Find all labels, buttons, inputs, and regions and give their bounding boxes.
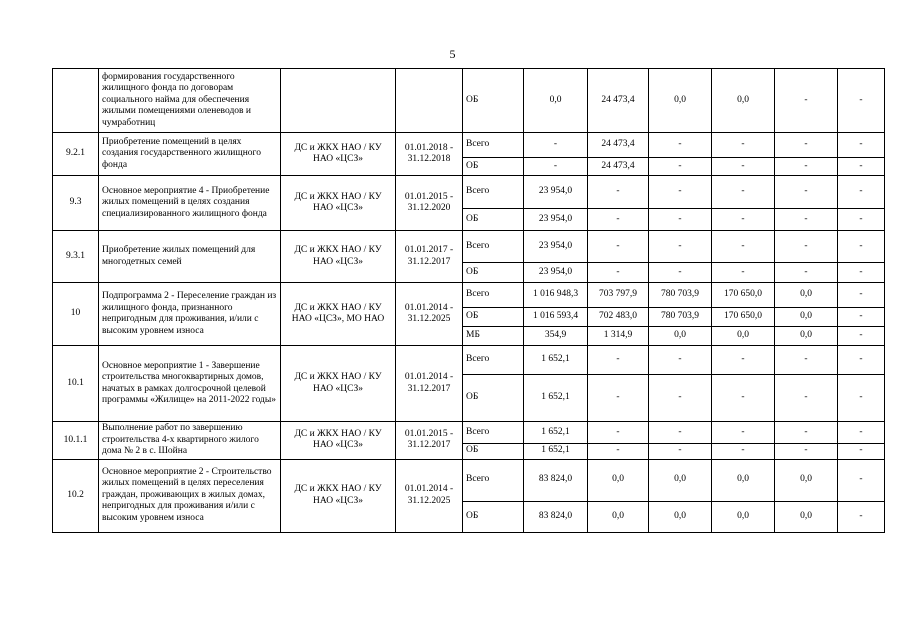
- item-name: Выполнение работ по завершению строительства 4-х квартирного жилого дома № 2 в с. Шойна: [99, 422, 281, 460]
- amount-cell: -: [838, 375, 885, 422]
- item-executor: [281, 69, 396, 133]
- amount-cell: 1 652,1: [524, 346, 588, 375]
- funding-source: Всего: [463, 231, 524, 263]
- funding-source: Всего: [463, 422, 524, 444]
- amount-cell: -: [775, 69, 838, 133]
- amount-cell: -: [838, 327, 885, 346]
- amount-cell: 0,0: [775, 308, 838, 327]
- table-body: [53, 69, 885, 533]
- funding-source: ОБ: [463, 263, 524, 283]
- amount-cell: -: [775, 443, 838, 459]
- item-code: 10.1.1: [53, 422, 99, 460]
- amount-cell: -: [838, 176, 885, 209]
- amount-cell: -: [838, 422, 885, 444]
- item-period: [396, 69, 463, 133]
- amount-cell: -: [712, 346, 775, 375]
- amount-cell: 83 824,0: [524, 501, 588, 532]
- amount-cell: 1 652,1: [524, 375, 588, 422]
- amount-cell: -: [775, 158, 838, 176]
- item-period: 01.01.2017 - 31.12.2017: [396, 231, 463, 283]
- amount-cell: -: [838, 231, 885, 263]
- amount-cell: -: [838, 501, 885, 532]
- amount-cell: -: [524, 158, 588, 176]
- amount-cell: -: [588, 422, 649, 444]
- amount-cell: -: [524, 133, 588, 158]
- amount-cell: -: [712, 209, 775, 231]
- amount-cell: 23 954,0: [524, 263, 588, 283]
- item-code: [53, 69, 99, 133]
- table-row: [53, 176, 885, 209]
- item-period: 01.01.2015 - 31.12.2017: [396, 422, 463, 460]
- budget-table: [52, 68, 885, 533]
- amount-cell: -: [649, 422, 712, 444]
- amount-cell: 0,0: [712, 327, 775, 346]
- funding-source: Всего: [463, 283, 524, 308]
- amount-cell: 0,0: [649, 459, 712, 501]
- amount-cell: -: [838, 283, 885, 308]
- amount-cell: 1 016 593,4: [524, 308, 588, 327]
- table-row: [53, 459, 885, 501]
- funding-source: Всего: [463, 459, 524, 501]
- funding-source: Всего: [463, 133, 524, 158]
- table-row: [53, 69, 885, 133]
- amount-cell: 0,0: [649, 327, 712, 346]
- amount-cell: -: [712, 375, 775, 422]
- item-name: формирования государственного жилищного фонда по договорам социального найма для обеспечения жилыми помещениями оленеводов и чумработниц: [99, 69, 281, 133]
- item-period: 01.01.2018 - 31.12.2018: [396, 133, 463, 176]
- amount-cell: -: [588, 263, 649, 283]
- amount-cell: -: [775, 375, 838, 422]
- item-name: Приобретение помещений в целях создания государственного жилищного фонда: [99, 133, 281, 176]
- amount-cell: -: [649, 133, 712, 158]
- amount-cell: -: [649, 346, 712, 375]
- amount-cell: 0,0: [649, 69, 712, 133]
- item-name: Основное мероприятие 4 - Приобретение жилых помещений в целях создания специализированного жилищного фонда: [99, 176, 281, 231]
- amount-cell: -: [838, 158, 885, 176]
- amount-cell: -: [838, 346, 885, 375]
- funding-source: ОБ: [463, 501, 524, 532]
- amount-cell: -: [712, 158, 775, 176]
- amount-cell: -: [649, 158, 712, 176]
- amount-cell: 24 473,4: [588, 158, 649, 176]
- funding-source: Всего: [463, 346, 524, 375]
- amount-cell: -: [712, 263, 775, 283]
- funding-source: ОБ: [463, 443, 524, 459]
- amount-cell: -: [649, 231, 712, 263]
- funding-source: Всего: [463, 176, 524, 209]
- amount-cell: 0,0: [524, 69, 588, 133]
- item-code: 10.1: [53, 346, 99, 422]
- item-executor: ДС и ЖКХ НАО / КУ НАО «ЦСЗ»: [281, 133, 396, 176]
- item-name: Приобретение жилых помещений для многодетных семей: [99, 231, 281, 283]
- item-period: 01.01.2015 - 31.12.2020: [396, 176, 463, 231]
- amount-cell: 170 650,0: [712, 308, 775, 327]
- amount-cell: -: [775, 176, 838, 209]
- amount-cell: -: [838, 133, 885, 158]
- item-period: 01.01.2014 - 31.12.2025: [396, 283, 463, 346]
- amount-cell: 0,0: [775, 501, 838, 532]
- funding-source: ОБ: [463, 209, 524, 231]
- item-executor: ДС и ЖКХ НАО / КУ НАО «ЦСЗ»: [281, 231, 396, 283]
- amount-cell: 780 703,9: [649, 283, 712, 308]
- amount-cell: -: [649, 209, 712, 231]
- amount-cell: 0,0: [775, 459, 838, 501]
- item-code: 9.3: [53, 176, 99, 231]
- amount-cell: -: [775, 209, 838, 231]
- amount-cell: -: [775, 133, 838, 158]
- amount-cell: -: [775, 422, 838, 444]
- amount-cell: 1 016 948,3: [524, 283, 588, 308]
- page-number: 5: [449, 47, 456, 61]
- amount-cell: 170 650,0: [712, 283, 775, 308]
- amount-cell: -: [588, 209, 649, 231]
- item-executor: ДС и ЖКХ НАО / КУ НАО «ЦСЗ»: [281, 176, 396, 231]
- funding-source: ОБ: [463, 375, 524, 422]
- amount-cell: 0,0: [775, 283, 838, 308]
- amount-cell: 1 652,1: [524, 422, 588, 444]
- amount-cell: 24 473,4: [588, 133, 649, 158]
- funding-source: ОБ: [463, 69, 524, 133]
- amount-cell: -: [838, 308, 885, 327]
- amount-cell: -: [588, 443, 649, 459]
- funding-source: ОБ: [463, 308, 524, 327]
- amount-cell: 0,0: [649, 501, 712, 532]
- amount-cell: -: [838, 443, 885, 459]
- amount-cell: -: [712, 176, 775, 209]
- amount-cell: -: [649, 263, 712, 283]
- amount-cell: 23 954,0: [524, 231, 588, 263]
- item-period: 01.01.2014 - 31.12.2025: [396, 459, 463, 532]
- table-row: [53, 231, 885, 263]
- amount-cell: 703 797,9: [588, 283, 649, 308]
- amount-cell: -: [588, 176, 649, 209]
- amount-cell: 702 483,0: [588, 308, 649, 327]
- item-code: 9.2.1: [53, 133, 99, 176]
- amount-cell: 23 954,0: [524, 209, 588, 231]
- funding-source: ОБ: [463, 158, 524, 176]
- item-code: 9.3.1: [53, 231, 99, 283]
- amount-cell: -: [588, 346, 649, 375]
- item-executor: ДС и ЖКХ НАО / КУ НАО «ЦСЗ»: [281, 422, 396, 460]
- amount-cell: 1 314,9: [588, 327, 649, 346]
- amount-cell: 0,0: [712, 501, 775, 532]
- amount-cell: -: [838, 263, 885, 283]
- item-executor: ДС и ЖКХ НАО / КУ НАО «ЦСЗ», МО НАО: [281, 283, 396, 346]
- item-code: 10: [53, 283, 99, 346]
- amount-cell: 1 652,1: [524, 443, 588, 459]
- amount-cell: 0,0: [712, 69, 775, 133]
- item-executor: ДС и ЖКХ НАО / КУ НАО «ЦСЗ»: [281, 459, 396, 532]
- amount-cell: -: [712, 443, 775, 459]
- table-row: [53, 133, 885, 158]
- amount-cell: -: [712, 133, 775, 158]
- amount-cell: 354,9: [524, 327, 588, 346]
- amount-cell: -: [588, 375, 649, 422]
- item-name: Основное мероприятие 1 - Завершение строительства многоквартирных домов, начатых в рамках долгосрочной целевой программы «Жилище» на 2011-2022 годы»: [99, 346, 281, 422]
- amount-cell: -: [775, 231, 838, 263]
- funding-source: МБ: [463, 327, 524, 346]
- item-period: 01.01.2014 - 31.12.2017: [396, 346, 463, 422]
- amount-cell: 0,0: [588, 501, 649, 532]
- amount-cell: -: [712, 422, 775, 444]
- amount-cell: -: [838, 69, 885, 133]
- amount-cell: -: [649, 375, 712, 422]
- amount-cell: 0,0: [712, 459, 775, 501]
- item-name: Основное мероприятие 2 - Строительство жилых помещений в целях переселения граждан, проживающих в жилых домах, непригодных для проживания и/или с высоким уровнем износа: [99, 459, 281, 532]
- amount-cell: 24 473,4: [588, 69, 649, 133]
- table-row: [53, 283, 885, 308]
- amount-cell: -: [588, 231, 649, 263]
- table-row: [53, 346, 885, 375]
- item-code: 10.2: [53, 459, 99, 532]
- amount-cell: -: [775, 263, 838, 283]
- amount-cell: -: [649, 443, 712, 459]
- item-executor: ДС и ЖКХ НАО / КУ НАО «ЦСЗ»: [281, 346, 396, 422]
- amount-cell: -: [649, 176, 712, 209]
- amount-cell: -: [838, 459, 885, 501]
- amount-cell: 23 954,0: [524, 176, 588, 209]
- amount-cell: 0,0: [588, 459, 649, 501]
- amount-cell: 83 824,0: [524, 459, 588, 501]
- amount-cell: 780 703,9: [649, 308, 712, 327]
- amount-cell: 0,0: [775, 327, 838, 346]
- table-row: [53, 422, 885, 444]
- amount-cell: -: [775, 346, 838, 375]
- amount-cell: -: [712, 231, 775, 263]
- amount-cell: -: [838, 209, 885, 231]
- item-name: Подпрограмма 2 - Переселение граждан из жилищного фонда, признанного непригодным для проживания, и/или с высоким уровнем износа: [99, 283, 281, 346]
